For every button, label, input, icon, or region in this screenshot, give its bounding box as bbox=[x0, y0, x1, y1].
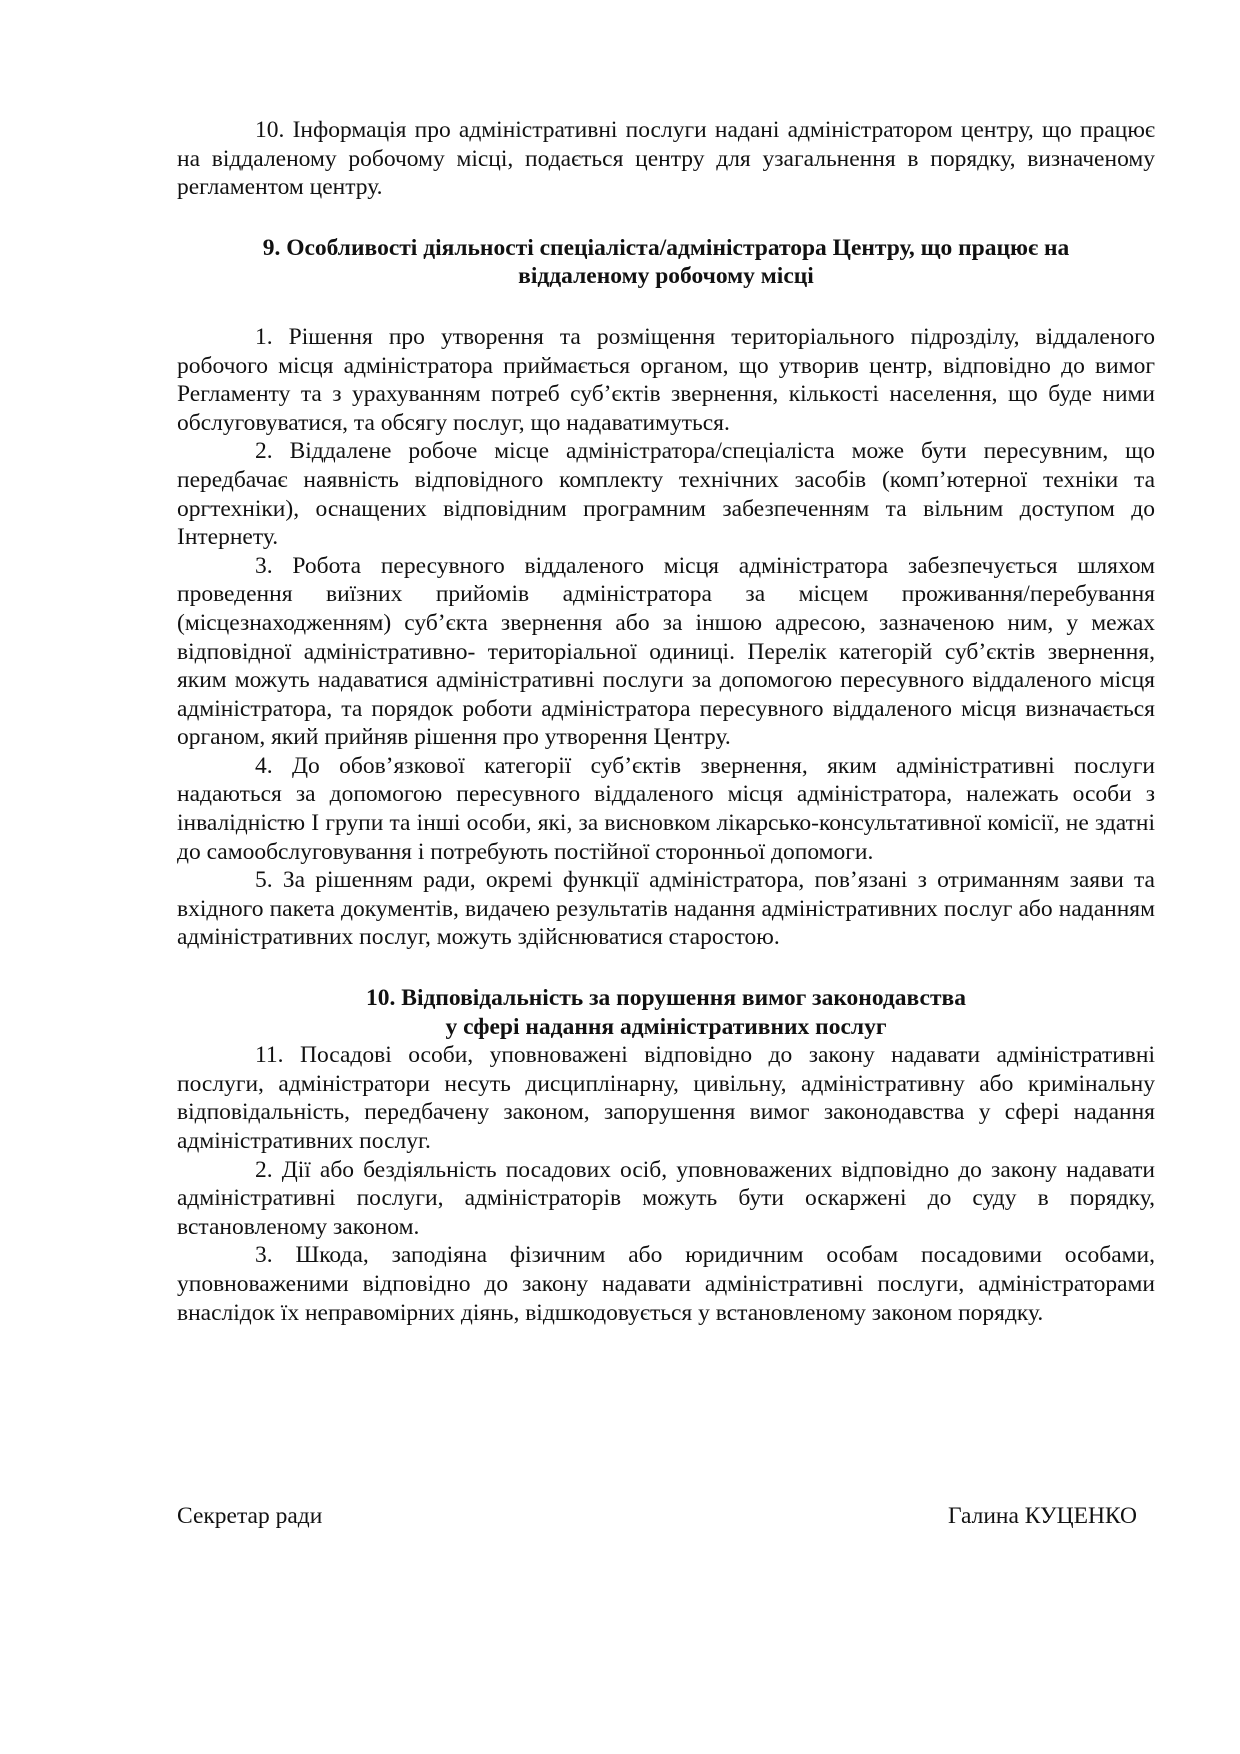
section-10-paragraph: 11. Посадові особи, уповноважені відповідно до закону надавати адміністративні послуги, адміністратори несуть дисциплінарну, цивільну, адміністративну або кримінальну відповідальність, передбачену законом, запорушення вимог законодавства у сфері надання адміністративних послуг. bbox=[177, 1042, 1155, 1154]
section-9-paragraph: 3. Робота пересувного віддаленого місця адміністратора забезпечується шляхом проведення виїзних прийомів адміністратора за місцем проживання/перебування (місцезнаходженням) суб’єкта звернення або за іншою адресою, зазначеною ним, у межах відповідної адміністративно- територіальної одиниці. Перелік категорій суб’єктів звернення, яким можуть надаватися адміністративні послуги за допомогою пересувного віддаленого місця адміністратора, та порядок роботи адміністратора пересувного віддаленого місця визначається органом, який прийняв рішення про утворення Центру. bbox=[177, 552, 1155, 751]
section-10-heading bbox=[177, 984, 1155, 1041]
signature-name: Галина КУЦЕНКО bbox=[947, 1503, 1137, 1529]
section-9-paragraph: 2. Віддалене робоче місце адміністратора/спеціаліста може бути пересувним, що передбачає наявність відповідного комплекту технічних засобів (комп’ютерної техніки та оргтехніки), оснащених відповідним програмним забезпеченням та вільним доступом до Інтернету. bbox=[177, 438, 1155, 551]
section-10-title-line-1: 10. Відповідальність за порушення вимог законодавства bbox=[366, 985, 966, 1012]
signature-position: Секретар ради bbox=[177, 1503, 323, 1529]
section-9-title-line-2: віддаленому робочому місці bbox=[518, 263, 814, 290]
section-10-title-line-2: у сфері надання адміністративних послуг bbox=[445, 1013, 887, 1040]
section-9-paragraph: 4. До обов’язкової категорії суб’єктів звернення, яким адміністративні послуги надаються за допомогою пересувного віддаленого місця адміністратора, належать особи з інвалідністю I групи та інші особи, які, за висновком лікарсько-консультативної комісії, не здатні до самообслуговування і потребують постійної сторонньої допомоги. bbox=[177, 752, 1155, 865]
section-10-paragraph: 2. Дії або бездіяльність посадових осіб, уповноважених відповідно до закону надавати адміністративні послуги, адміністраторів можуть бути оскаржені до суду в порядку, встановленому законом. bbox=[177, 1156, 1155, 1240]
section-10-paragraph: 3. Шкода, заподіяна фізичним або юридичним особам посадовими особами, уповноваженими відповідно до закону надавати адміністративні послуги, адміністраторами внаслідок їх неправомірних діянь, відшкодовується у встановленому законом порядку. bbox=[177, 1242, 1155, 1326]
document-body bbox=[177, 116, 1155, 1327]
intro-paragraph: 10. Інформація про адміністративні послуги надані адміністратором центру, що працює на віддаленому робочому місці, подається центру для узагальнення в порядку, визначеному регламентом центру. bbox=[177, 117, 1155, 201]
section-9-heading bbox=[177, 234, 1155, 291]
section-9-paragraph: 5. За рішенням ради, окремі функції адміністратора, пов’язані з отриманням заяви та вхідного пакета документів, видачею результатів надання адміністративних послуг або наданням адміністративних послуг, можуть здійснюватися старостою. bbox=[177, 867, 1155, 951]
section-9-title-line-1: 9. Особливості діяльності спеціаліста/адміністратора Центру, що працює на bbox=[262, 234, 1070, 261]
section-9-paragraph: 1. Рішення про утворення та розміщення територіального підрозділу, віддаленого робочого місця адміністратора приймається органом, що утворив центр, відповідно до вимог Регламенту та з урахуванням потреб суб’єктів звернення, кількості населення, що буде ними обслуговуватися, та обсягу послуг, що надаватимуться. bbox=[177, 323, 1155, 436]
signature-block bbox=[177, 1502, 1137, 1531]
